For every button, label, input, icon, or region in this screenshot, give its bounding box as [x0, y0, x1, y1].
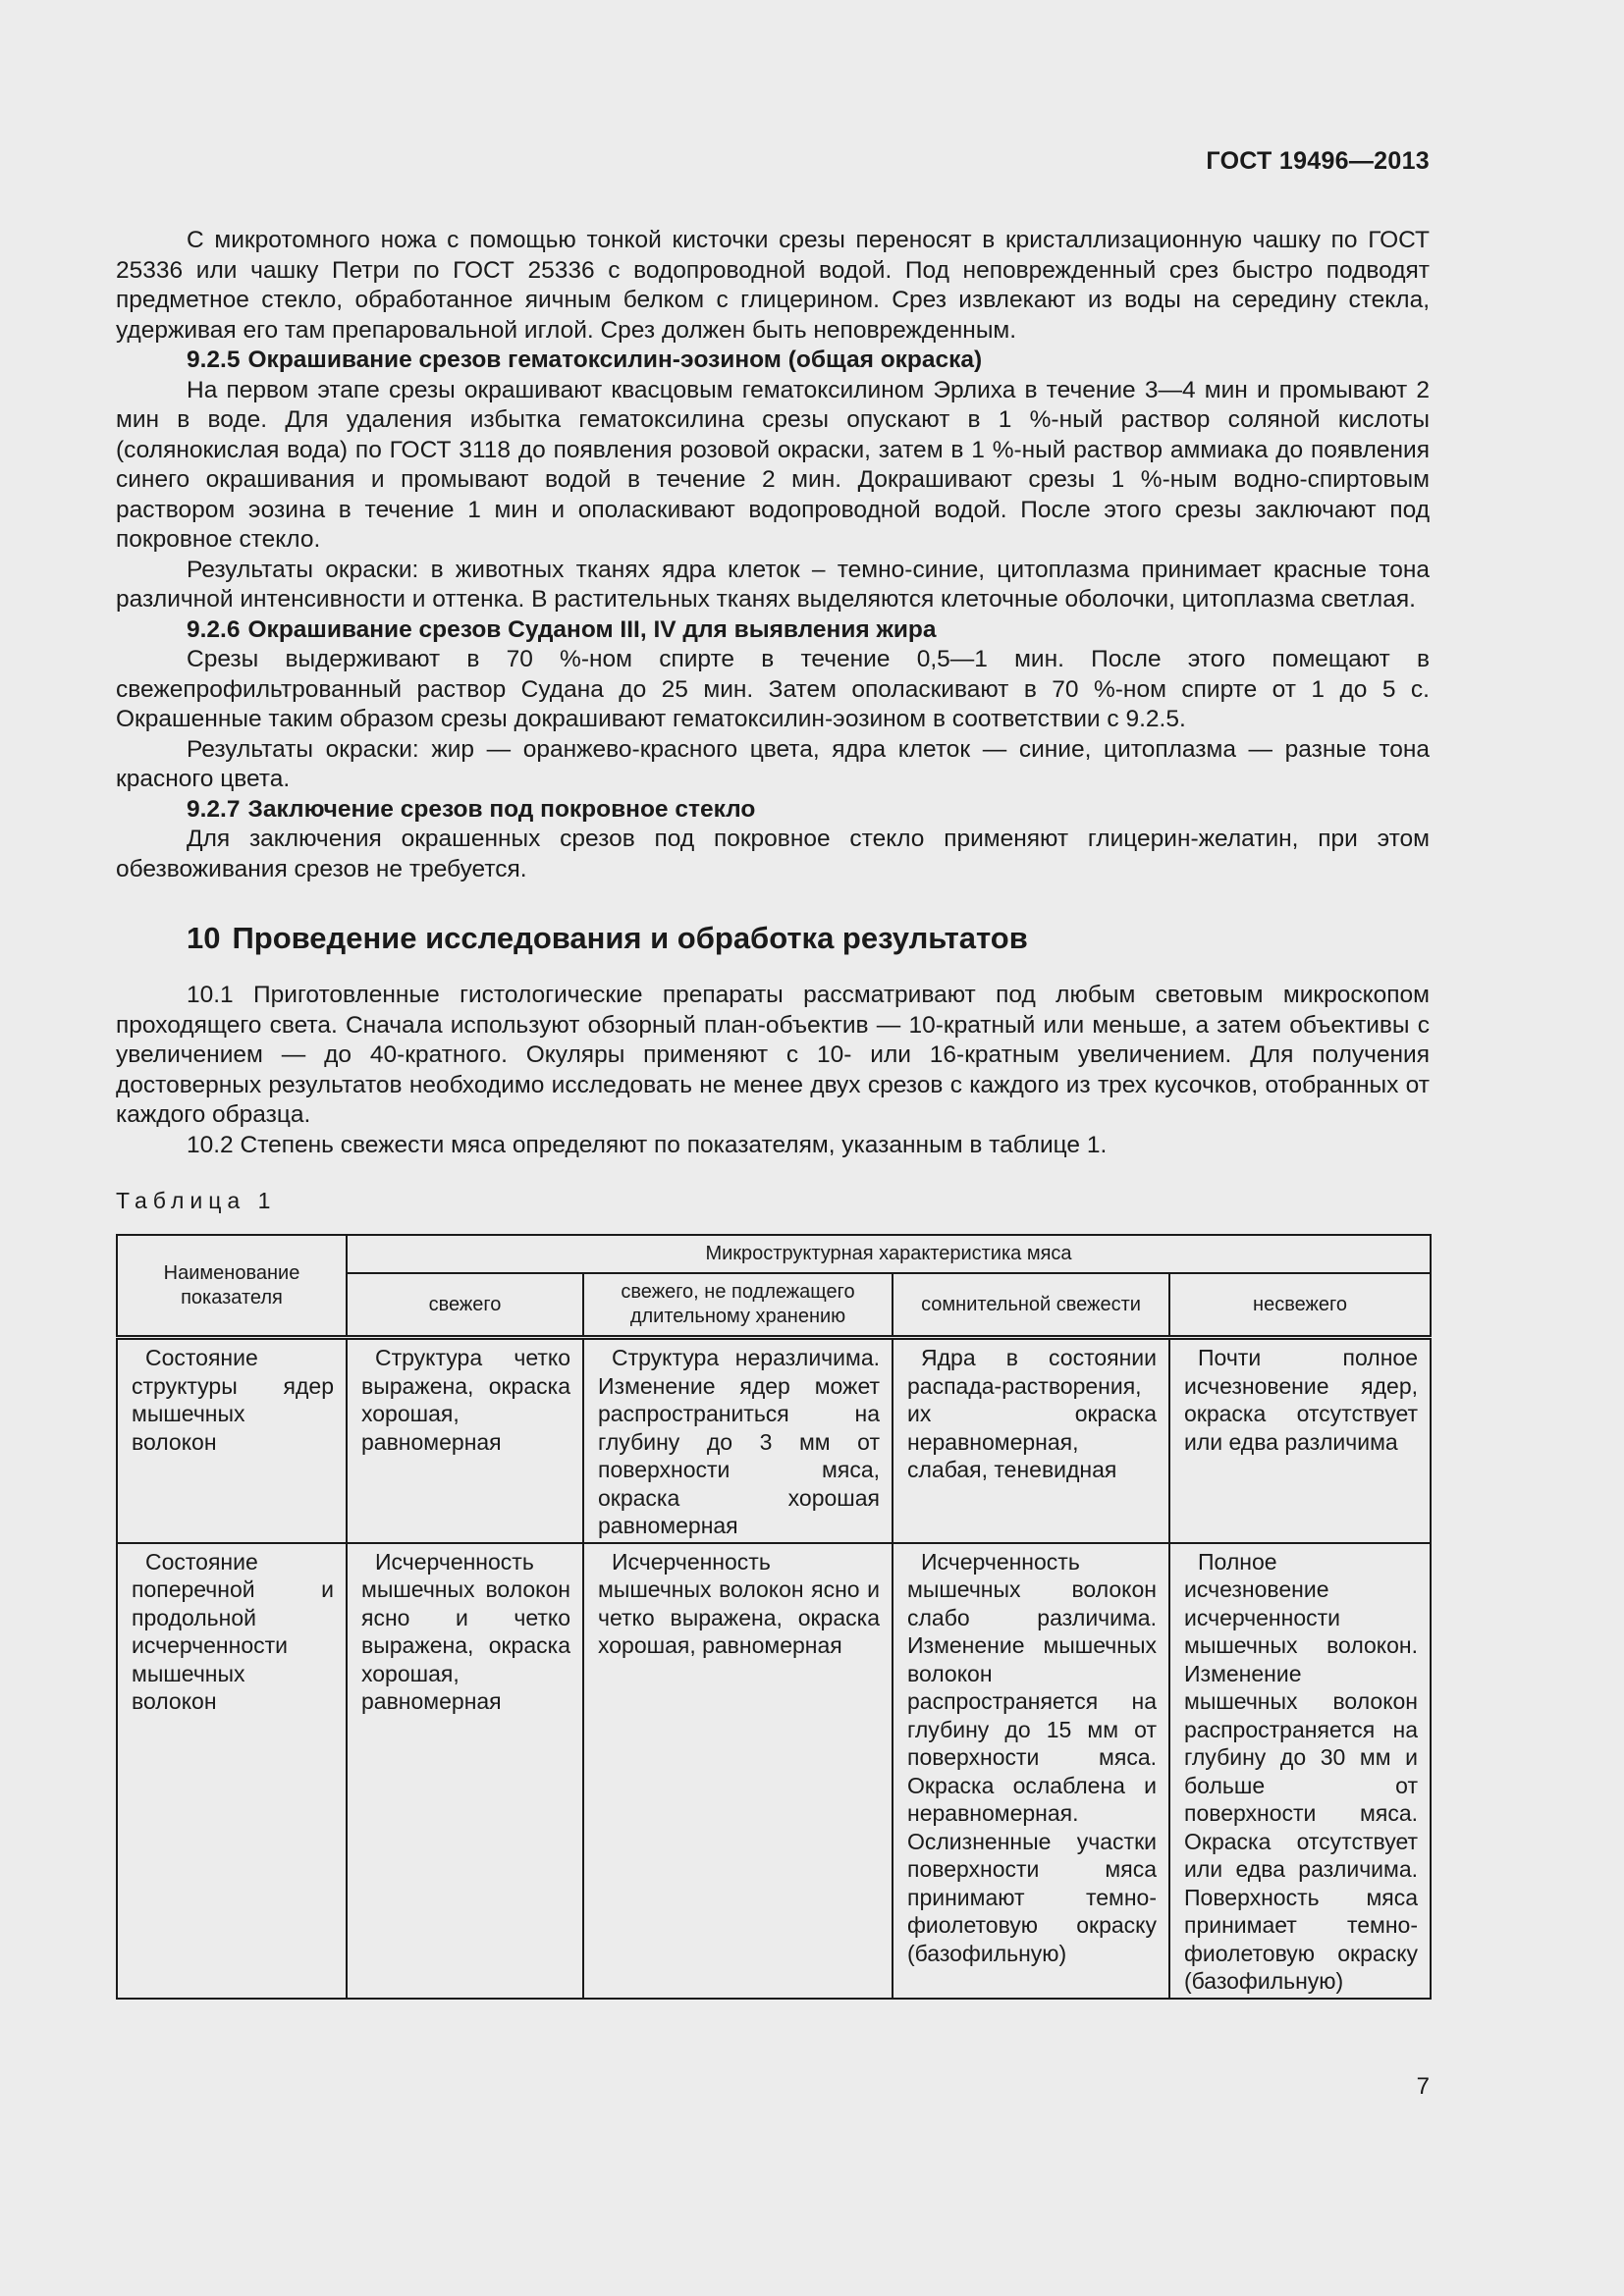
table-header-col: сомнительной свежести [893, 1273, 1169, 1338]
subsection-heading-927 [116, 795, 1430, 826]
document-body [116, 226, 1430, 2000]
paragraph: Срезы выдерживают в 70 %-ном спирте в течение 0,5—1 мин. После этого помещают в свежепрофильтрованный раствор Судана до 25 мин. Затем ополаскивают в 70 %-ном спирте от 1 до 5 с. Окрашенные таким образом срезы докрашивают гематоксилин-эозином в соответствии с 9.2.5. [116, 646, 1430, 732]
cell-text: Структура четко выражена, окраска хорошая, равномерная [361, 1345, 570, 1455]
cell-text: Полное исчезновение исчерченности мышечных волокон. Изменение мышечных волокон распространяется на глубину до 30 мм и больше от поверхности мяса. Окраска отсутствует или едва различима. Поверхность мяса принимает темно-фиолетовую окраску (базофильную) [1184, 1548, 1419, 1994]
subsection-title: Окрашивание срезов гематоксилин-эозином (общая окраска) [247, 347, 983, 373]
freshness-table [116, 1234, 1432, 2000]
paragraph: Результаты окраски: в животных тканях ядра клеток – темно-синие, цитоплазма принимает красные тона различной интенсивности и оттенка. В растительных тканях выделяются клеточные оболочки, цитоплазма светлая. [116, 556, 1430, 613]
row-label: Состояние поперечной и продольной исчерченности мышечных волокон [132, 1548, 334, 1714]
table-cell [583, 1543, 893, 1999]
table-header-col: свежего, не подлежащего длительному хранению [583, 1273, 893, 1338]
subsection-number: 9.2.6 [187, 615, 241, 643]
section-heading-10 [187, 920, 1430, 957]
row-label: Состояние структуры ядер мышечных волокон [132, 1345, 334, 1455]
table-header-col: свежего [347, 1273, 583, 1338]
cell-text: Структура неразличима. Изменение ядер может распространиться на глубину до 3 мм от поверхности мяса, окраска хорошая равномерная [598, 1345, 880, 1538]
page-number: 7 [1416, 2073, 1430, 2100]
cell-text: Исчерченность мышечных волокон ясно и четко выражена, окраска хорошая, равномерная [598, 1548, 880, 1658]
table-cell [583, 1338, 893, 1543]
table-header-group: Микроструктурная характеристика мяса [347, 1235, 1431, 1273]
paragraph: Для заключения окрашенных срезов под покровное стекло применяют глицерин-желатин, при этом обезвоживания срезов не требуется. [116, 826, 1430, 882]
table-cell [347, 1338, 583, 1543]
subsection-number: 9.2.5 [187, 347, 241, 373]
table-caption: Таблица 1 [116, 1188, 277, 1213]
subsection-heading-926 [116, 615, 1430, 646]
table-header-name: Наименование показателя [117, 1235, 347, 1338]
paragraph: 10.2 Степень свежести мяса определяют по показателям, указанным в таблице 1. [187, 1131, 1108, 1158]
table-cell [1169, 1338, 1431, 1543]
paragraph: Результаты окраски: жир — оранжево-красного цвета, ядра клеток — синие, цитоплазма — разные тона красного цвета. [116, 735, 1430, 792]
cell-text: Исчерченность мышечных волокон ясно и четко выражена, окраска хорошая, равномерная [361, 1548, 570, 1714]
table-cell [893, 1338, 1169, 1543]
paragraph: 10.1 Приготовленные гистологические препараты рассматривают под любым световым микроскопом проходящего света. Сначала используют обзорный план-объектив — 10-кратный или меньше, а затем объективы с увеличением — до 40-кратного. Окуляры применяют с 10- или 16-кратным увеличением. Для получения достоверных результатов необходимо исследовать не менее двух срезов с каждого из трех кусочков, отобранных от каждого образца. [116, 982, 1430, 1128]
row-label-cell [117, 1543, 347, 1999]
table-row [117, 1543, 1431, 1999]
table-cell [347, 1543, 583, 1999]
subsection-title: Заключение срезов под покровное стекло [247, 795, 756, 823]
table-row [117, 1338, 1431, 1543]
paragraph: На первом этапе срезы окрашивают квасцовым гематоксилином Эрлиха в течение 3—4 мин и промывают 2 мин в воде. Для удаления избытка гематоксилина срезы опускают в 1 %-ный раствор соляной кислоты (солянокислая вода) по ГОСТ 3118 до появления розовой окраски, затем в 1 %-ный раствор аммиака до появления синего окрашивания и промывают водой в течение 2 мин. Докрашивают срезы 1 %-ным водно-спиртовым раствором эозина в течение 1 мин и ополаскивают водопроводной водой. После этого срезы заключают под покровное стекло. [116, 376, 1430, 553]
cell-text: Ядра в состоянии распада-растворения, их окраска неравномерная, слабая, теневидная [907, 1345, 1157, 1482]
section-number: 10 [187, 921, 221, 955]
doc-header: ГОСТ 19496—2013 [1206, 147, 1430, 175]
table-header-col: несвежего [1169, 1273, 1431, 1338]
table-cell [1169, 1543, 1431, 1999]
row-label-cell [117, 1338, 347, 1543]
cell-text: Исчерченность мышечных волокон слабо различима. Изменение мышечных волокон распространяется на глубину до 15 мм от поверхности мяса. Окраска ослаблена и неравномерная. Ослизненные участки поверхности мяса принимают темно-фиолетовую окраску (базофильную) [907, 1548, 1157, 1966]
subsection-heading-925 [116, 346, 1430, 376]
subsection-number: 9.2.7 [187, 795, 241, 823]
paragraph: С микротомного ножа с помощью тонкой кисточки срезы переносят в кристаллизационную чашку по ГОСТ 25336 или чашку Петри по ГОСТ 25336 с водопроводной водой. Под неповрежденный срез быстро подводят предметное стекло, обработанное яичным белком с глицерином. Срез извлекают из воды на середину стекла, удерживая его там препаровальной иглой. Срез должен быть неповрежденным. [116, 227, 1430, 344]
section-title: Проведение исследования и обработка результатов [232, 921, 1028, 955]
table-cell [893, 1543, 1169, 1999]
subsection-title: Окрашивание срезов Суданом III, IV для выявления жира [247, 615, 937, 643]
cell-text: Почти полное исчезновение ядер, окраска отсутствует или едва различима [1184, 1345, 1419, 1455]
